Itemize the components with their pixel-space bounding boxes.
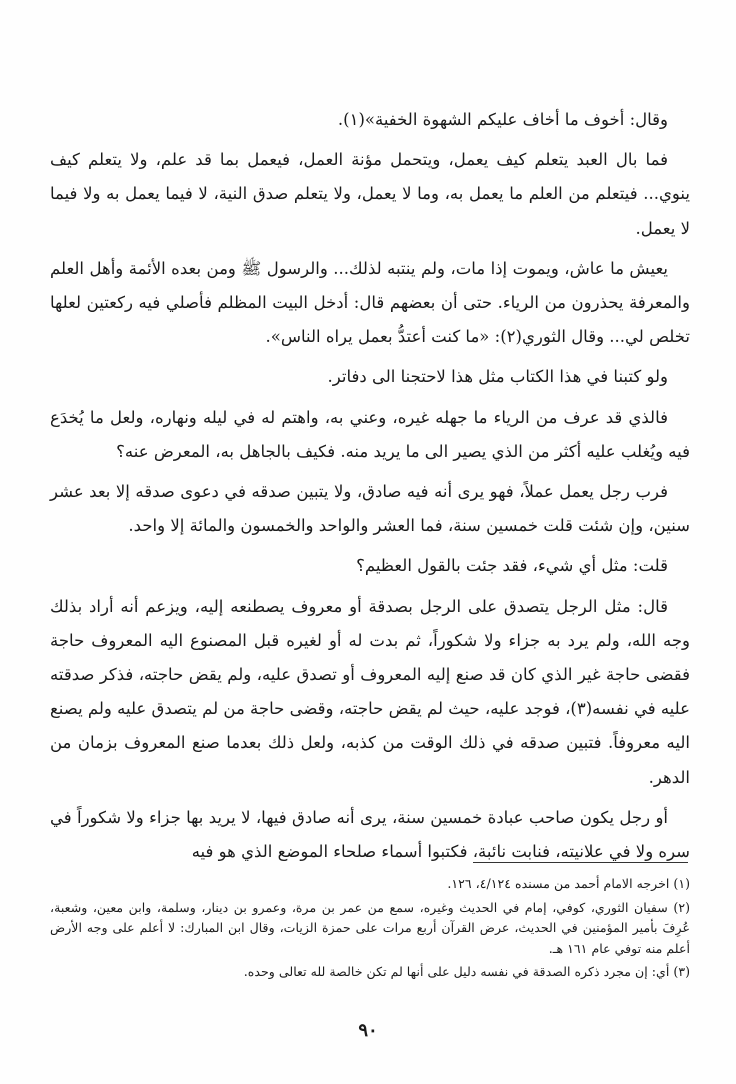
paragraph-9: أو رجل يكون صاحب عبادة خمسين سنة، يرى أنه صادق فيها، لا يريد بها جزاء ولا شكوراً في سره ولا في علانيته، فنابت نائبة، فكتبوا أسماء صلحاء الموضع الذي هو فيه bbox=[50, 807, 690, 862]
footnote-divider bbox=[473, 862, 688, 863]
paragraph-7: قلت: مثل أي شيء، فقد جئت بالقول العظيم؟ bbox=[356, 556, 668, 576]
footnote-3: (٣) أي: إن مجرد ذكره الصدقة في نفسه دليل على أنها لم تكن خالصة لله تعالى وحده. bbox=[243, 964, 690, 979]
paragraph-4: ولو كتبنا في هذا الكتاب مثل هذا لاحتجنا الى دفاتر. bbox=[327, 367, 668, 387]
footnote-2: (٢) سفيان الثوري، كوفي، إمام في الحديث وغيره، سمع من عمر بن مرة، وعمرو بن دينار، وسلمة، وابن معين، وشعبة، عُرِفَ بأمير المؤمنين في الحديث، عرض القرآن أربع مرات على حمزة الزيات، وقال ابن المبارك: لا أعلم على وجه الأرض أعلم منه توفي عام ١٦١ هـ. bbox=[50, 899, 690, 956]
main-text bbox=[50, 103, 690, 875]
paragraph-1: وقال: أخوف ما أخاف عليكم الشهوة الخفية»(١). bbox=[337, 110, 668, 129]
paragraph-5: فالذي قد عرف من الرياء ما جهله غيره، وعني به، واهتم له في ليله ونهاره، ولعل ما يُخدَع فيه ويُغلب عليه أكثر من الذي يصير الى ما يريد منه. فكيف بالجاهل به، المعرض عنه؟ bbox=[50, 407, 690, 461]
paragraph-2: فما بال العبد يتعلم كيف يعمل، ويتحمل مؤنة العمل، فيعمل بما قد علم، ولا يتعلم كيف ينوي... فيتعلم من العلم ما يعمل به، وما لا يعمل، ولا يتعلم صدق النية، لا فيما يعمل به ولا فيما لا يعمل. bbox=[50, 150, 690, 238]
footnotes bbox=[50, 874, 690, 986]
paragraph-6: فرب رجل يعمل عملاً، فهو يرى أنه فيه صادق، ولا يتبين صدقه في دعوى صدقه إلا بعد عشر سنين، وإن شئت قلت خمسين سنة، فما العشر والواحد والخمسون والمائة إلا واحد. bbox=[50, 482, 690, 536]
page-number: ٩٠ bbox=[358, 1020, 378, 1041]
paragraph-3: يعيش ما عاش، ويموت إذا مات، ولم ينتبه لذلك... والرسول ﷺ ومن بعده الأئمة وأهل العلم والمعرفة يحذرون من الرياء. حتى أن بعضهم قال: أدخل البيت المظلم فأصلي فيه ركعتين لعلها تخلص لي... وقال الثوري(٢): «ما كنت أعتدُّ بعمل يراه الناس». bbox=[50, 258, 690, 347]
paragraph-8: قال: مثل الرجل يتصدق على الرجل بصدقة أو معروف يصطنعه إليه، ويزعم أنه أراد بذلك وجه الله، ولم يرد به جزاء ولا شكوراً، ثم بدت له أو لغيره قبل المصنوع اليه المعروف حاجة فقضى حاجة غير الذي كان قد صنع إليه المعروف أو تصدق عليه، ولم يقض حاجته، فذكر صدقته عليه في نفسه(٣)، فوجد عليه، حيث لم يقض حاجته، وقضى حاجة من لم يتصدق عليه ولم يصنع اليه معروفاً. فتبين صدقه في ذلك الوقت من كذبه، ولعل ذلك بعدما صنع المعروف بزمان من الدهر. bbox=[50, 596, 690, 787]
footnote-1: (١) اخرجه الامام أحمد من مسنده ٤/١٢٤، ١٢٦. bbox=[447, 876, 690, 891]
